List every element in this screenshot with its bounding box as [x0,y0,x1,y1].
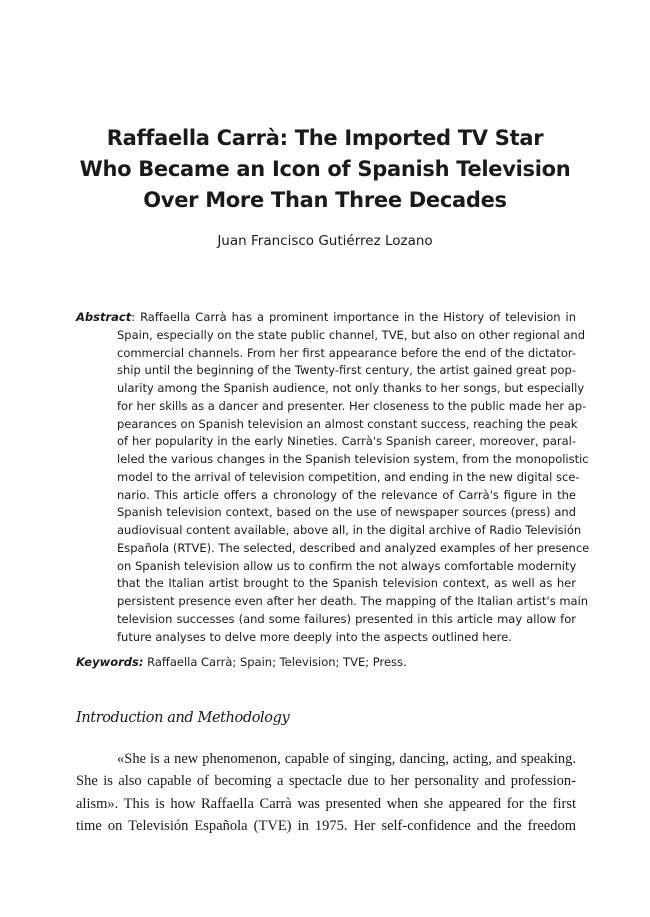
abstract-line: commercial channels. From her first appearance before the end of the dictator- [117,345,576,360]
abstract-line [76,309,576,327]
abstract-line: future analyses to delve more deeply into the aspects outlined here. [117,629,512,644]
title-line: Raffaella Carrà: The Imported TV Star [106,126,544,150]
abstract-line: Spain, especially on the state public channel, TVE, but also on other regional and [117,327,585,342]
abstract-line: model to the arrival of television competition, and ending in the new digital sce- [117,469,580,484]
abstract-line: pearances on Spanish television an almost constant success, reaching the peak [117,416,578,431]
abstract-line: ularity among the Spanish audience, not only thanks to her songs, but especially [117,381,585,395]
keywords-text: Raffaella Carrà; Spain; Television; TVE; Press. [143,655,407,669]
body-line: She is also capable of becoming a spectacle due to her personality and profession- [76,773,576,790]
body-line: «She is a new phenomenon, capable of singing, dancing, acting, and speaking. [117,751,576,767]
abstract-line: nario. This article offers a chronology of the relevance of Carrà's figure in the [117,487,576,502]
author-name: Juan Francisco Gutiérrez Lozano [217,233,433,249]
abstract-line: leled the various changes in the Spanish television system, from the monopolistic [117,452,589,466]
abstract-line: for her skills as a dancer and presenter. Her closeness to the public made her ap- [117,398,587,413]
keywords-label: Keywords: [76,655,144,669]
body-line: time on Televisión Española (TVE) in 1975. Her self-confidence and the freedom [76,817,576,834]
body-paragraph [76,748,576,837]
body-line: alism». This is how Raffaella Carrà was presented when she appeared for the first [76,795,576,812]
abstract-line: audiovisual content available, above all, in the digital archive of Radio Televisión [117,523,582,537]
abstract-label: Abstract [76,310,132,324]
abstract-line: television successes (and some failures) presented in this article may allow for [117,611,576,626]
abstract-line: ship until the beginning of the Twenty-first century, the artist gained great pop- [117,363,576,378]
abstract-line: that the Italian artist brought to the Spanish television context, as well as her [117,576,576,591]
keywords [76,654,576,671]
abstract-line: persistent presence even after her death. The mapping of the Italian artist's main [117,594,589,608]
abstract-line: on Spanish television allow us to confirm the not always comfortable modernity [117,558,577,573]
abstract-text: : Raffaella Carrà has a prominent importance in the History of television in [131,310,576,324]
abstract-line: of her popularity in the early Nineties. Carrà's Spanish career, moreover, paral- [117,434,576,449]
section-heading: Introduction and Methodology [76,710,290,726]
abstract [76,309,590,646]
abstract-line: Spanish television context, based on the use of newspaper sources (press) and [117,505,576,520]
article-title [60,123,590,216]
title-line: Who Became an Icon of Spanish Television [79,157,571,181]
abstract-line: Española (RTVE). The selected, described and analyzed examples of her presence [117,540,590,555]
title-line: Over More Than Three Decades [143,188,507,212]
